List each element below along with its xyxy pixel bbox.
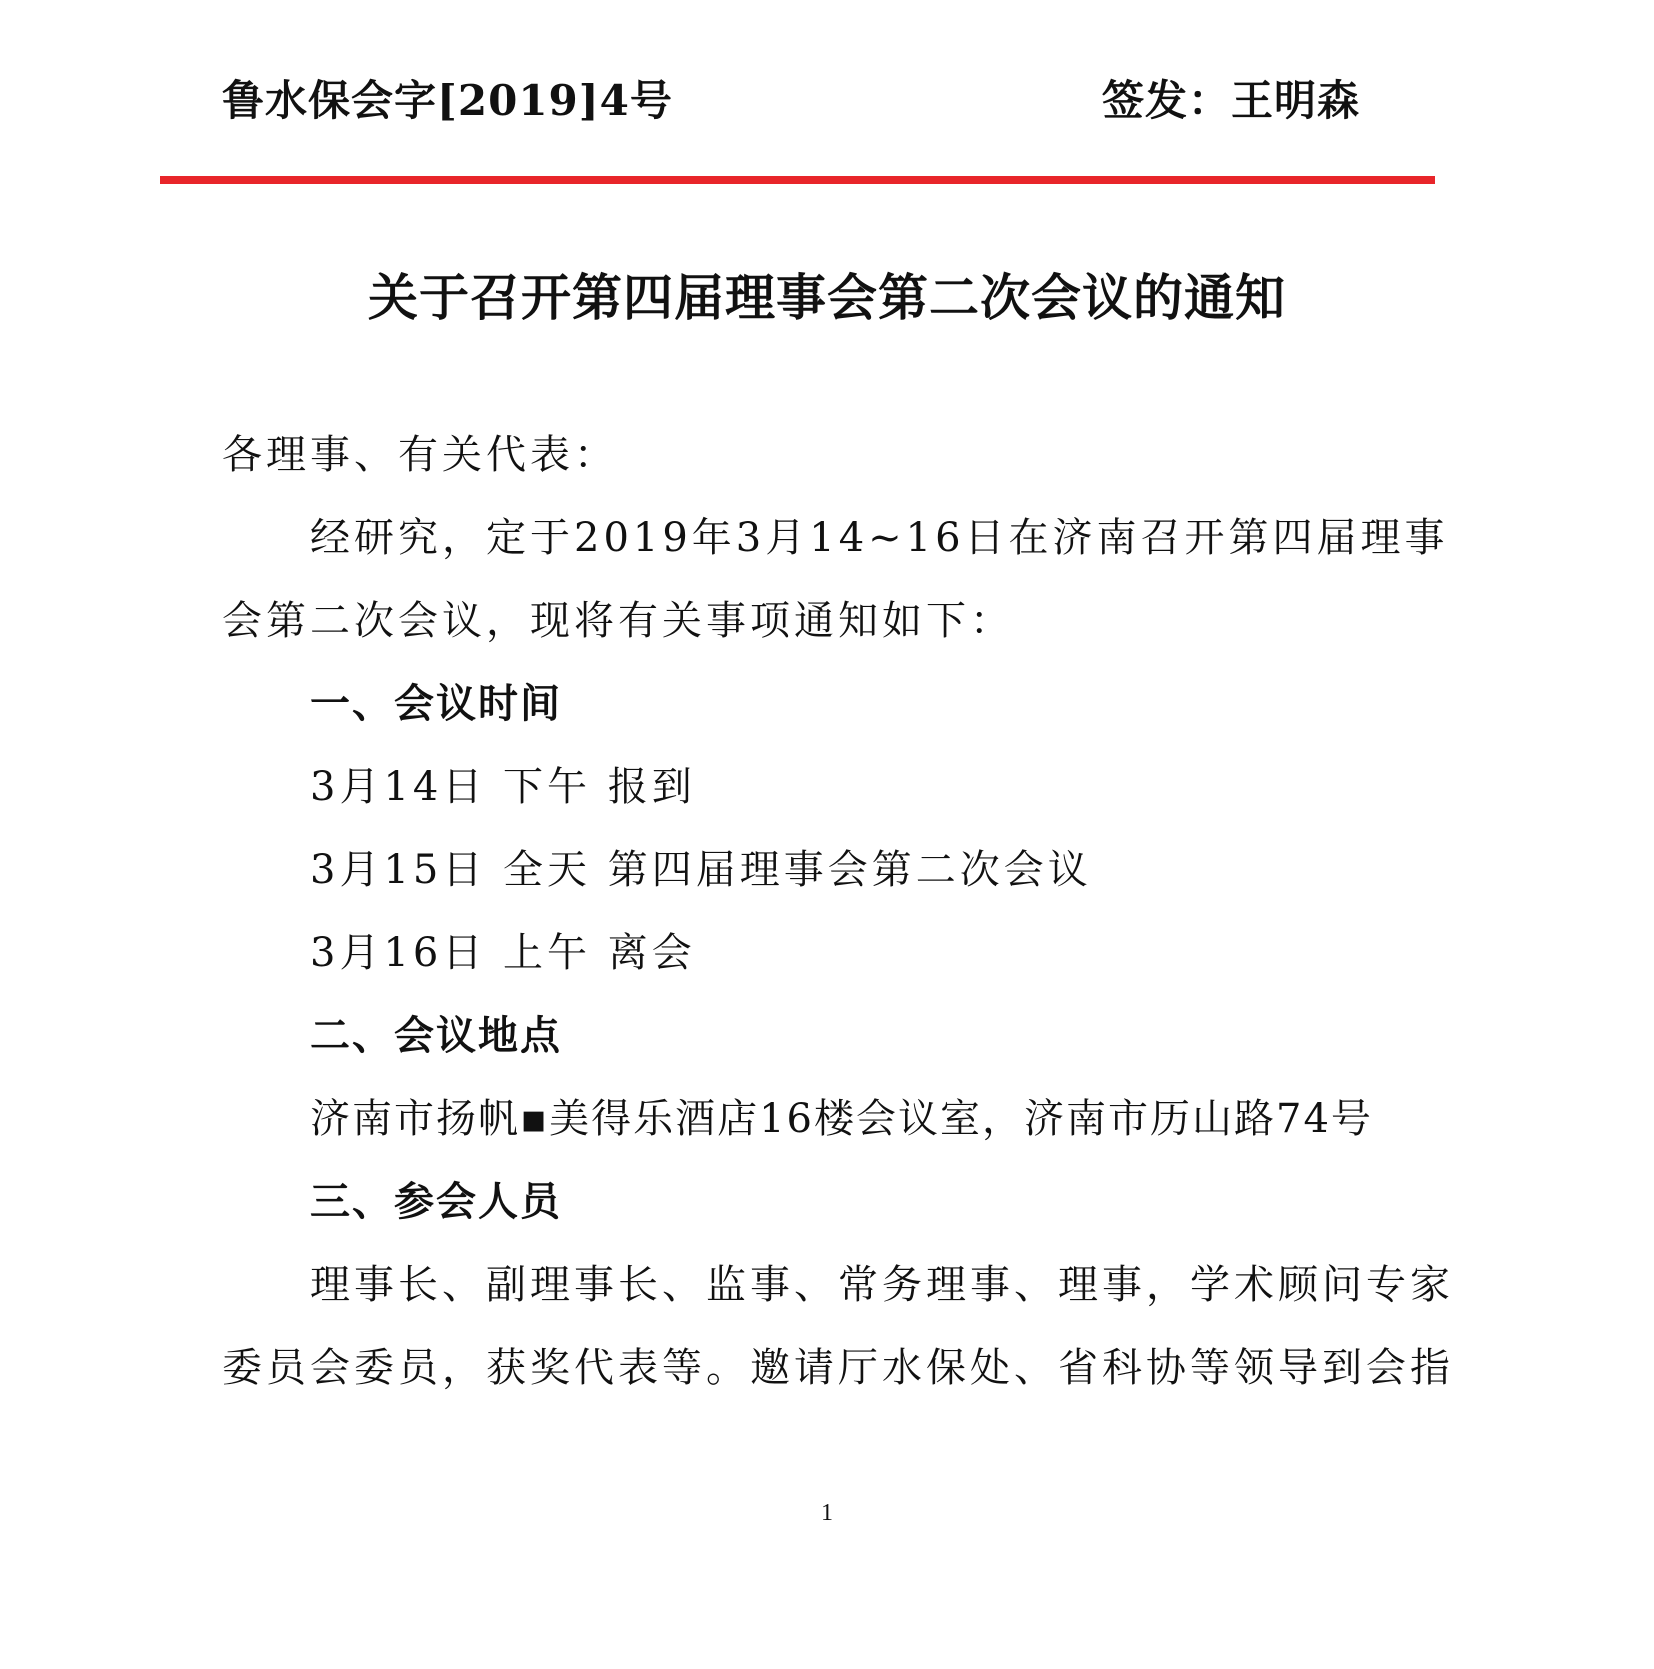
section-heading-time: 一、会议时间 (310, 681, 562, 727)
section-heading-attendees: 三、参会人员 (310, 1179, 562, 1225)
attendees-line-1: 理事长、副理事长、监事、常务理事、理事，学术顾问专家 (310, 1262, 1454, 1308)
intro-line-2: 会第二次会议，现将有关事项通知如下： (222, 598, 1014, 644)
document-title: 关于召开第四届理事会第二次会议的通知 (368, 269, 1286, 327)
salutation: 各理事、有关代表： (222, 432, 618, 478)
intro-line-1: 经研究，定于2019年3月14~16日在济南召开第四届理事 (310, 515, 1449, 561)
schedule-item: 3月15日 全天 第四届理事会第二次会议 (310, 847, 1092, 893)
schedule-item: 3月14日 下午 报到 (310, 764, 696, 810)
location-text: 济南市扬帆▪美得乐酒店16楼会议室，济南市历山路74号 (310, 1096, 1373, 1142)
signer: 签发：王明森 (1102, 76, 1361, 125)
schedule-item: 3月16日 上午 离会 (310, 930, 696, 976)
page-number: 1 (821, 1500, 833, 1526)
red-divider (160, 176, 1435, 184)
document-number: 鲁水保会字[2019]4号 (222, 76, 673, 125)
section-heading-location: 二、会议地点 (310, 1013, 562, 1059)
attendees-line-2: 委员会委员，获奖代表等。邀请厅水保处、省科协等领导到会指 (222, 1345, 1454, 1391)
